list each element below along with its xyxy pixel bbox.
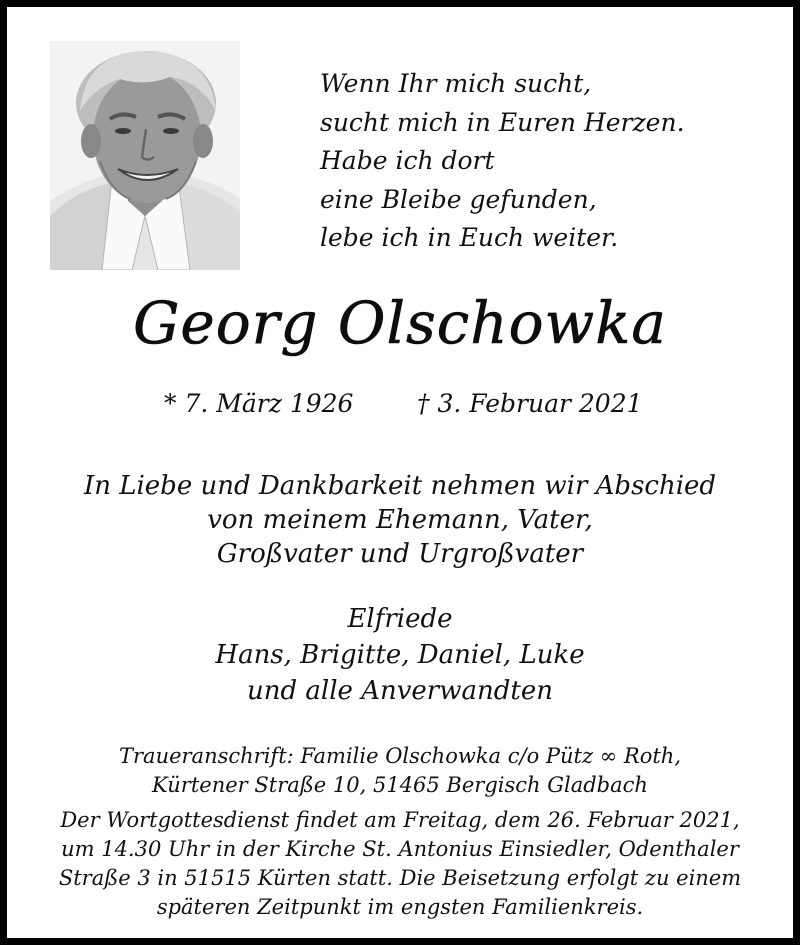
deceased-name: Georg Olschowka bbox=[133, 289, 667, 357]
mourner-line: und alle Anverwandten bbox=[247, 676, 553, 706]
poem-line: lebe ich in Euch weiter. bbox=[320, 223, 619, 252]
farewell-text bbox=[27, 469, 773, 571]
portrait-image bbox=[50, 41, 240, 270]
memorial-poem bbox=[320, 65, 685, 258]
service-line: Straße 3 in 51515 Kürten statt. Die Beisetzung erfolgt zu einem bbox=[58, 866, 742, 890]
poem-line: eine Bleibe gefunden, bbox=[320, 184, 597, 214]
farewell-line: von meinem Ehemann, Vater, bbox=[207, 505, 593, 535]
mourner-line: Elfriede bbox=[347, 604, 453, 634]
life-dates bbox=[7, 389, 793, 423]
service-line: Der Wortgottesdienst findet am Freitag, dem 26. Februar 2021, bbox=[60, 808, 740, 832]
service-line: späteren Zeitpunkt im engsten Familienkreis. bbox=[156, 895, 644, 919]
poem-line: sucht mich in Euren Herzen. bbox=[320, 107, 685, 137]
service-info bbox=[27, 806, 773, 922]
poem-line: Habe ich dort bbox=[320, 146, 495, 175]
address-line: Kürtener Straße 10, 51465 Bergisch Gladbach bbox=[152, 773, 648, 797]
farewell-line: Großvater und Urgroßvater bbox=[216, 539, 584, 569]
address-line: Traueranschrift: Familie Olschowka c/o Pütz ∞ Roth, bbox=[119, 744, 681, 768]
farewell-line: In Liebe und Dankbarkeit nehmen wir Abschied bbox=[83, 471, 717, 501]
mourning-address bbox=[27, 742, 773, 800]
portrait-photo bbox=[50, 41, 240, 270]
mourners-list bbox=[27, 601, 773, 709]
death-date: † 3. Februar 2021 bbox=[417, 389, 643, 418]
mourner-line: Hans, Brigitte, Daniel, Luke bbox=[215, 640, 585, 670]
poem-line: Wenn Ihr mich sucht, bbox=[320, 69, 592, 98]
service-line: um 14.30 Uhr in der Kirche St. Antonius Einsiedler, Odenthaler bbox=[61, 837, 739, 861]
birth-date: * 7. März 1926 bbox=[164, 389, 354, 418]
